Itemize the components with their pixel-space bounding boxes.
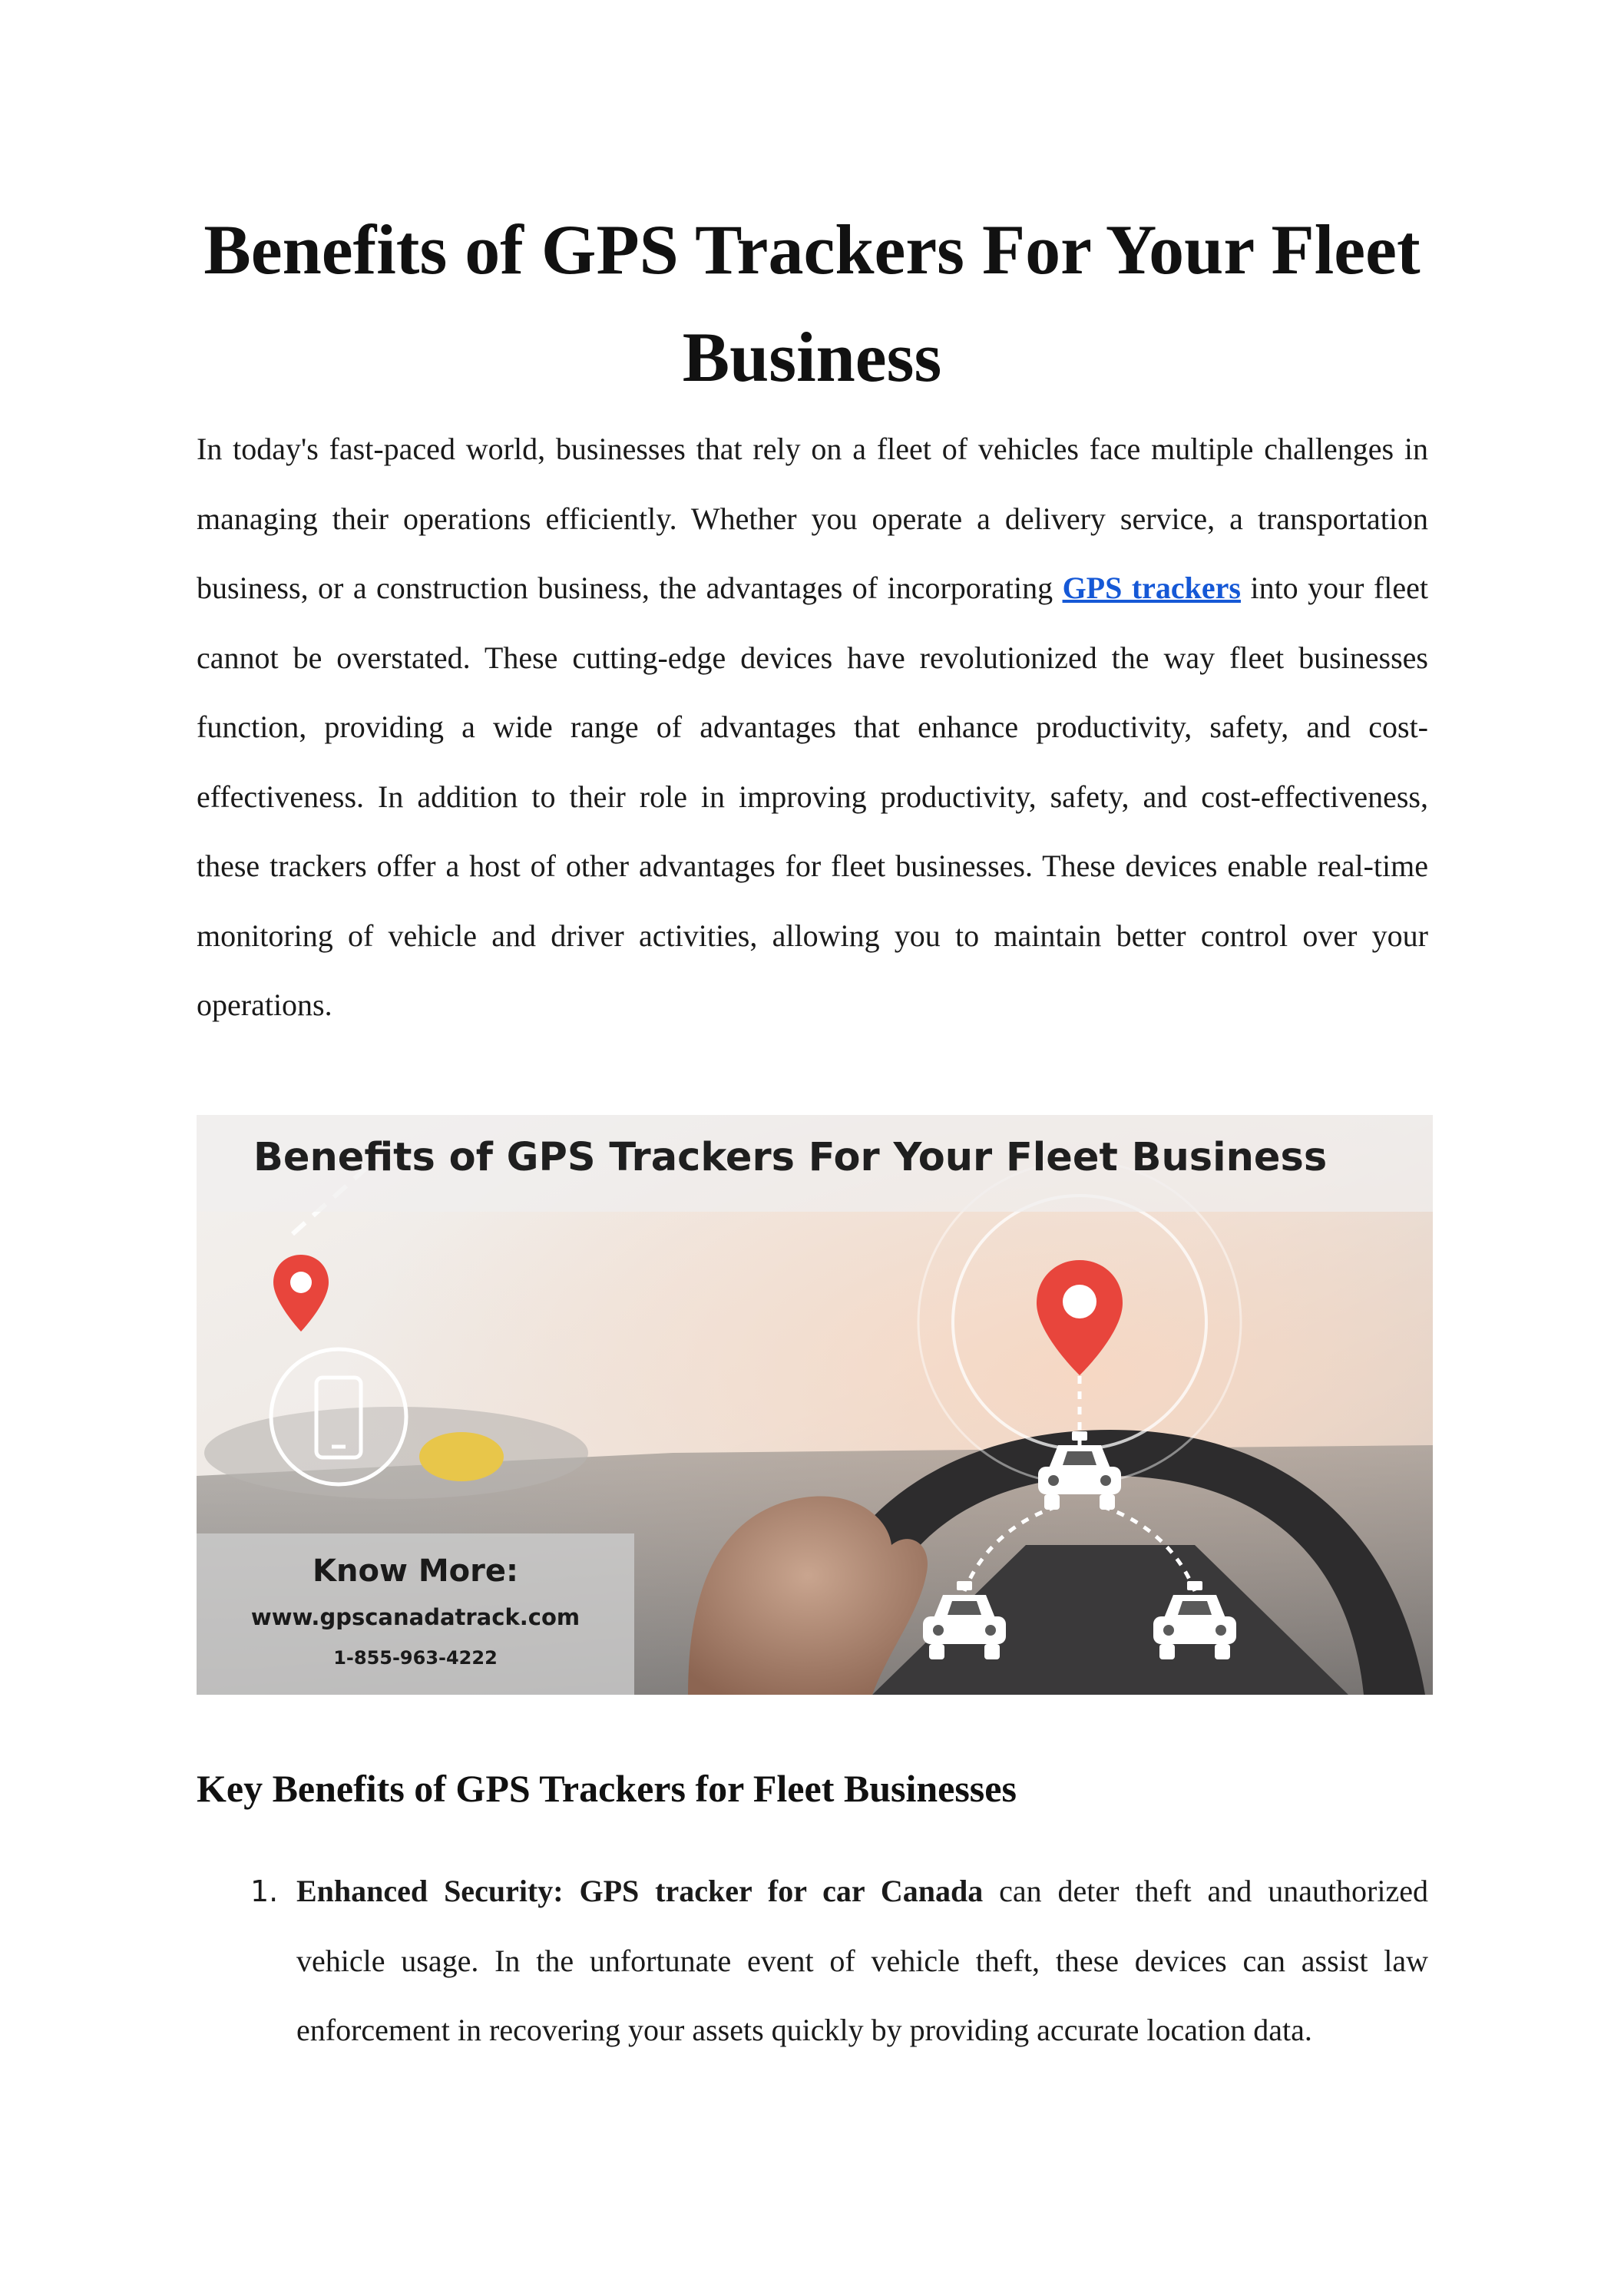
- car-icon: [1034, 1430, 1126, 1514]
- contact-url: www.gpscanadatrack.com: [250, 1604, 580, 1630]
- banner-heading: Benefits of GPS Trackers For Your Fleet Business: [253, 1135, 1328, 1180]
- list-item: [197, 1857, 1428, 2066]
- banner-contact-box: [197, 1533, 634, 1695]
- benefits-list: [197, 1857, 1428, 2066]
- car-icon: [918, 1580, 1010, 1664]
- intro-text-before-link: In today's fast-paced world, businesses that rely on a fleet of vehicles face multiple challenges in managing their operations efficiently. Whether you operate a delivery service, a transportation business, or a construction business, the advantages of incorporating: [197, 432, 1428, 605]
- list-item-bold-lead: Enhanced Security: GPS tracker for car Canada: [296, 1874, 984, 1908]
- list-item-body: can deter theft and unauthorized vehicle usage. In the unfortunate event of vehicle theft, these devices can assist law enforcement in recovering your assets quickly by providing accurate location data.: [296, 1874, 1428, 2047]
- car-icon: [1149, 1580, 1241, 1664]
- banner-heading-bar: [197, 1115, 1433, 1212]
- page-title: Benefits of GPS Trackers For Your Fleet Business: [203, 210, 1421, 396]
- section-heading: Key Benefits of GPS Trackers for Fleet Businesses: [197, 1767, 1017, 1810]
- location-pin-icon: [1032, 1257, 1127, 1380]
- smartphone-icon: [266, 1344, 412, 1490]
- gps-trackers-link[interactable]: GPS trackers: [1062, 571, 1241, 605]
- banner-image: [197, 1115, 1433, 1695]
- intro-text-after-link: into your fleet cannot be overstated. These cutting-edge devices have revolutionized the way fleet businesses function, providing a wide range of advantages that enhance productivity, safety, and cost-effectiveness. In addition to their role in improving productivity, safety, and cost-effectiveness, these trackers offer a host of other advantages for fleet businesses. These devices enable real-time monitoring of vehicle and driver activities, allowing you to maintain better control over your operations.: [197, 571, 1428, 1022]
- contact-phone: 1-855-963-4222: [333, 1647, 498, 1669]
- contact-heading: Know More:: [313, 1553, 518, 1589]
- list-item-text: [296, 1857, 1428, 2066]
- intro-paragraph: [197, 415, 1428, 1040]
- location-pin-icon: [270, 1252, 332, 1336]
- list-item-number: 1.: [250, 1874, 279, 1908]
